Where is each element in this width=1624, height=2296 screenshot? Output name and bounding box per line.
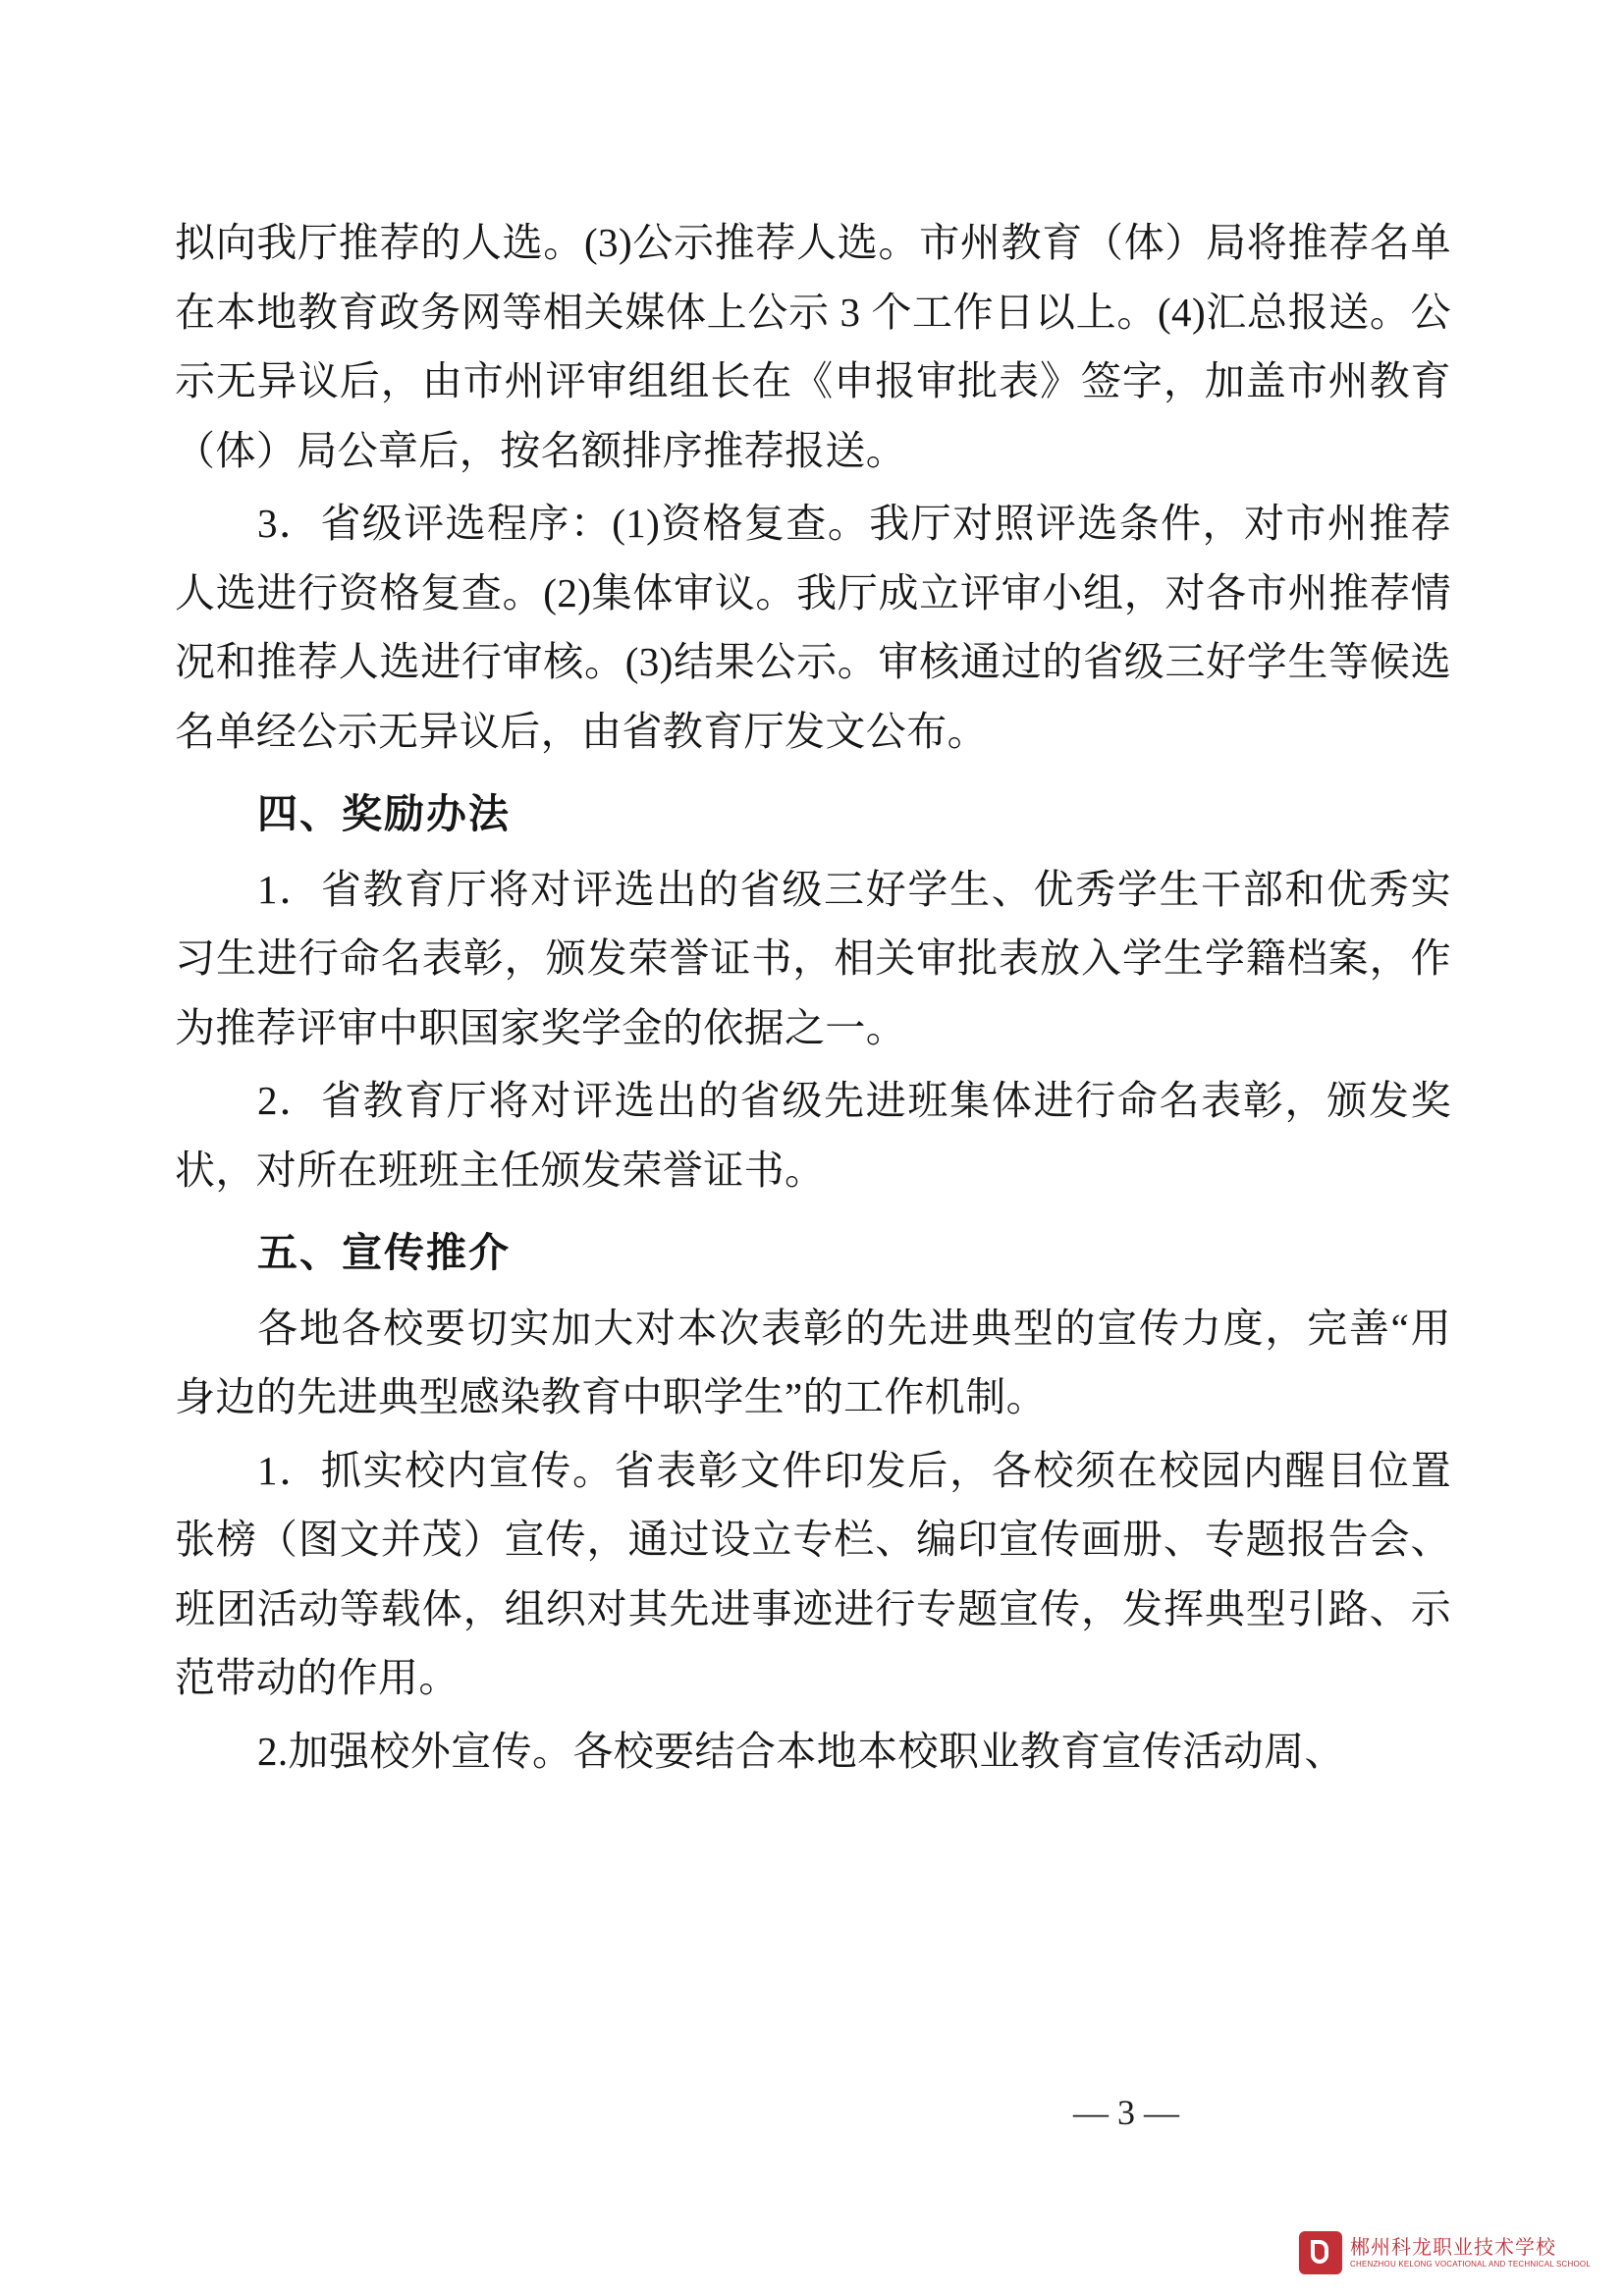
paragraph: 1．抓实校内宣传。省表彰文件印发后，各校须在校园内醒目位置张榜（图文并茂）宣传，通过设立专栏、编印宣传画册、专题报告会、班团活动等载体，组织对其先进事迹进行专题宣传，发挥典型引路、示范带动的作用。 — [175, 1447, 1451, 1701]
watermark-text — [1350, 2237, 1591, 2269]
paragraph: 3．省级评选程序：(1)资格复查。我厅对照评选条件，对市州推荐人选进行资格复查。(2)集体审议。我厅成立评审小组，对各市州推荐情况和推荐人选进行审核。(3)结果公示。审核通过的省级三好学生等候选名单经公示无异议后，由省教育厅发文公布。 — [175, 501, 1451, 754]
page-number: — 3 — — [1073, 2093, 1179, 2132]
paragraph: 2．省教育厅将对评选出的省级先进班集体进行命名表彰，颁发奖状，对所在班班主任颁发荣誉证书。 — [175, 1078, 1451, 1193]
paragraph: 各地各校要切实加大对本次表彰的先进典型的宣传力度，完善“用身边的先进典型感染教育中职学生”的工作机制。 — [175, 1305, 1451, 1420]
school-name-cn: 郴州科龙职业技术学校 — [1350, 2236, 1556, 2259]
section-heading: 四、奖励办法 — [257, 791, 511, 837]
paragraph: 2.加强校外宣传。各校要结合本地本校职业教育宣传活动周、 — [257, 1728, 1345, 1774]
school-name-en: CHENZHOU KELONG VOCATIONAL AND TECHNICAL SCHOOL — [1350, 2259, 1591, 2269]
paragraph: 1．省教育厅将对评选出的省级三好学生、优秀学生干部和优秀实习生进行命名表彰，颁发荣誉证书，相关审批表放入学生学籍档案，作为推荐评审中职国家奖学金的依据之一。 — [175, 866, 1451, 1050]
section-heading: 五、宣传推介 — [257, 1230, 511, 1276]
document-body — [175, 208, 1451, 1789]
school-watermark — [1299, 2231, 1591, 2274]
school-logo-icon — [1299, 2231, 1342, 2274]
paragraph: 拟向我厅推荐的人选。(3)公示推荐人选。市州教育（体）局将推荐名单在本地教育政务网等相关媒体上公示 3 个工作日以上。(4)汇总报送。公示无异议后，由市州评审组组长在《申报审批表》签字，加盖市州教育（体）局公章后，按名额排序推荐报送。 — [175, 220, 1451, 473]
